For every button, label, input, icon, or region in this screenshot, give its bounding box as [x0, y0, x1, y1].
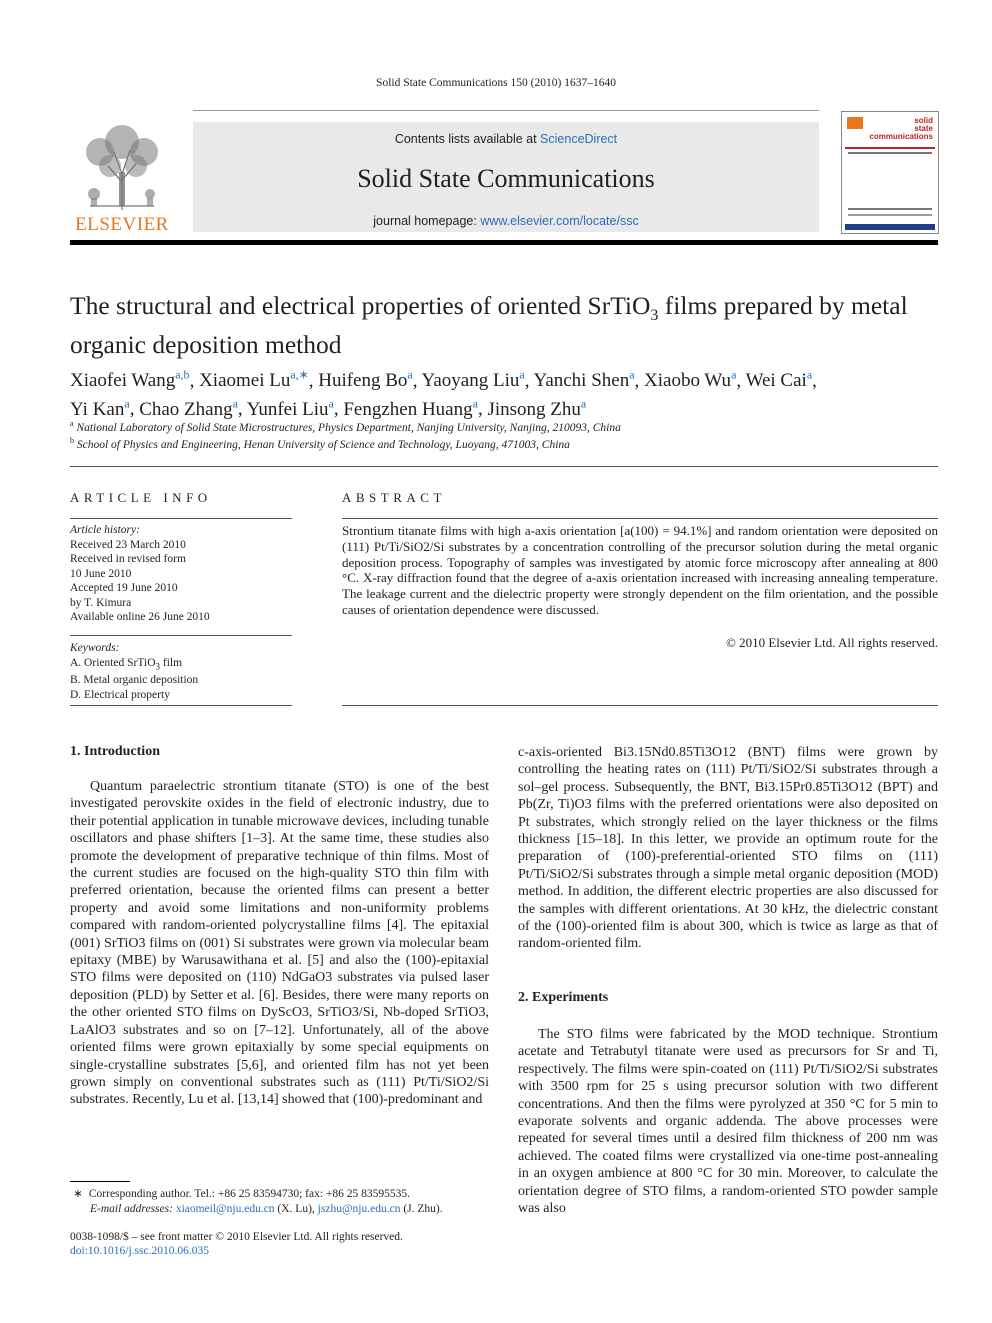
cover-footer-bar [845, 224, 935, 230]
elsevier-tree-icon [70, 122, 174, 212]
elsevier-logo[interactable] [70, 122, 174, 234]
masthead-bottom-rule [70, 240, 938, 245]
title-part-2: films prepared by metal organic deposition method [70, 291, 908, 360]
introduction-paragraph: Quantum paraelectric strontium titanate (STO) is one of the best investigated perovskite oxides in the field of electronic industry, due to their potential application in tunable microwave devices, including tunable oscillators and phase shifters [1–3]. At the same time, these studies also promote the development of preparative technique of thin films. Most of the current studies are focused on the high-quality STO thin film with preferred orientation, because the oriented films can present a better property and avoid some limitations and non-uniformity problems compared with random-oriented polycrystalline films [4]. The epitaxial (001) SrTiO3 films on (001) Si substrates were grown via molecular beam epitaxy (MBE) by Warusawithana et al. [5] and also the (100)-epitaxial STO films were deposited on (110) NdGaO3 substrates via pulsed laser deposition (PLD) by Setter et al. [6]. Besides, there were many reports on the other oriented STO films on DyScO3, SrTiO3/Si, Nb-doped SrTiO3, LaAlO3 substrates and so on [7–12]. Unfortunately, all of the above oriented films were grown epitaxially by some special equipments on single-crystalline substrates [5,6], and oriented film has not yet been grown simply on conventional substrates such as (111) Pt/Ti/SiO2/Si substrates. Recently, Lu et al. [13,14] showed that (100)-predominant and [70, 779, 489, 1108]
abstract-rule [342, 518, 938, 519]
journal-homepage-link[interactable]: www.elsevier.com/locate/ssc [480, 214, 639, 228]
author[interactable]: Chao Zhang$^a$ [139, 396, 238, 420]
issn-line: 0038-1098/$ – see front matter © 2010 Elsevier Ltd. All rights reserved. [70, 1231, 403, 1243]
cover-title [869, 117, 933, 141]
article-title [70, 291, 940, 359]
header-divider [70, 466, 938, 467]
corresponding-author-note [70, 1187, 410, 1202]
abstract-text: Strontium titanate films with high a-axis orientation [a(100) = 94.1%] and random orientation were deposited on (111) Pt/Ti/SiO2/Si substrates by a concentration controlling of the precursor solution during the metal organic deposition process. Topography of samples was investigated by atomic force microscopy after annealing at 800 °C. X-ray diffraction found that the degree of a-axis orientation increased with increasing annealing temperature. The leakage current and the dielectric property were strongly dependent on the film orientation, and the possible causes of orientation dependence were discussed. [342, 523, 938, 617]
elsevier-wordmark: ELSEVIER [75, 214, 169, 235]
cover-line-1: solid [914, 116, 933, 125]
cover-header [845, 115, 935, 149]
keyword: B. Metal organic deposition [70, 674, 199, 687]
article-info-heading: ARTICLE INFO [70, 490, 212, 505]
masthead-top-rule [193, 110, 819, 111]
affiliation: $^b$ School of Physics and Engineering, Henan University of Science and Technology, Luoyang, 471003, China [70, 436, 570, 451]
title-part-1: The structural and electrical properties of oriented SrTiO [70, 291, 651, 320]
author[interactable]: Yunfei Liu$^a$ [246, 396, 334, 420]
experiments-paragraph: The STO films were fabricated by the MOD technique. Strontium acetate and Tetrabutyl titanate were used as precursors for Sr and Ti, respectively. The films were spin-coated on (111) Pt/Ti/SiO2/Si substrates with 3500 rpm for 25 s using precursor solution with two different concentrations. And then the films were pyrolyzed at 350 °C for 5 min to evaporate solvents and organic addenda. The above processes were repeated for several times until a desired film thickness of 200 nm was achieved. The coated films were crystallized via one-time post-annealing in an oxygen ambience at 800 °C for 30 min. Moreover, to calculate the orientation degree of STO films, a random-oriented STO powder sample was also [518, 1027, 938, 1217]
email-link[interactable]: jszhu@nju.edu.cn [317, 1203, 401, 1215]
footnote-mark: ∗ [73, 1188, 83, 1200]
keywords [70, 641, 292, 702]
title-subscript: 3 [650, 307, 659, 325]
footnote-rule [70, 1181, 130, 1182]
abstract-copyright: © 2010 Elsevier Ltd. All rights reserved. [725, 635, 938, 650]
masthead-band [193, 122, 819, 232]
keyword: D. Electrical property [70, 688, 170, 701]
history-item: Received in revised form [70, 553, 186, 565]
homepage-line [193, 214, 819, 228]
author[interactable]: Yaoyang Liu$^a$ [421, 368, 525, 392]
history-label: Article history: [70, 524, 140, 536]
abstract-bottom-rule [342, 705, 938, 706]
author-list: Xiaofei Wang$^{a,b}$, Xiaomei $Lu^{a,∗}$, Huifeng Bo$^a$, Yaoyang Liu$^a$, Yanchi Shen$^a$, Xiaobo Wu$^a$, Wei Cai$^a$, Yi Kan$^a$, Chao Zhang$^a$, Yunfei Liu$^a$, Fengzhen Huang$^a$, Jinsong Zhu$^a$ [70, 368, 817, 420]
cover-line-2: state [914, 124, 933, 133]
keywords-label: Keywords: [70, 642, 120, 654]
introduction-heading: 1. Introduction [70, 744, 160, 759]
history-item: Accepted 19 June 2010 [70, 582, 178, 594]
homepage-prefix: journal homepage: [373, 214, 481, 228]
experiments-heading: 2. Experiments [518, 990, 609, 1005]
article-history [70, 523, 292, 625]
author[interactable]: Yanchi Shen$^a$ [533, 368, 635, 392]
cover-rule-2 [848, 208, 932, 210]
cover-rule-1 [848, 152, 932, 154]
keywords-rule [70, 635, 292, 636]
introduction-paragraph-cont: c-axis-oriented Bi3.15Nd0.85Ti3O12 (BNT) films were grown by controlling the heating rates on (111) Pt/Ti/SiO2/Si substrates through a sol–gel process. Subsequently, the BNT, Bi3.15Pr0.85Ti3O12 (BPT) and Pb(Zr, Ti)O3 films with the preferred orientations were also deposited on Pt substrates, which strongly relied on the layer thickness or the films thickness [15–18]. In this letter, we provide an optimum route for the preparation of (100)-preferential-oriented STO films on (111) Pt/Ti/SiO2/Si substrates through a simple metal organic deposition (MOD) method. In addition, the different electric properties are also discussed for the samples with different orientations. At 30 kHz, the dielectric constant of the (100)-oriented film is about 300, which is twice as large as that of random-oriented film. [518, 745, 938, 952]
abstract-heading: ABSTRACT [342, 490, 446, 505]
doi-link[interactable]: doi:10.1016/j.ssc.2010.06.035 [70, 1245, 209, 1257]
contents-prefix: Contents lists available at [394, 132, 541, 146]
affiliation: $^a$ National Laboratory of Solid State Microstructures, Physics Department, Nanjing University, Nanjing, 210093, China [70, 419, 621, 434]
author[interactable]: Xiaomei $Lu^{a,∗}$ [199, 368, 309, 392]
author[interactable]: Jinsong Zhu$^a$ [487, 396, 587, 420]
author[interactable]: Xiaobo Wu$^a$ [644, 368, 737, 392]
author[interactable]: Xiaofei Wang$^{a,b}$ [70, 368, 190, 392]
history-item: Received 23 March 2010 [70, 538, 186, 551]
keyword: A. Oriented SrTiO$_3$ film [70, 656, 183, 671]
email-label: E-mail addresses: [90, 1203, 173, 1215]
cover-line-3: communications [869, 132, 933, 141]
experiments-body [518, 1026, 938, 1217]
author[interactable]: Yi Kan$^a$ [70, 396, 130, 420]
journal-citation: Solid State Communications 150 (2010) 1637–1640 [376, 77, 616, 89]
cover-logo-mark [847, 117, 863, 129]
journal-cover-thumbnail[interactable] [841, 111, 939, 234]
history-item: 10 June 2010 [70, 567, 132, 580]
article-info-rule [70, 518, 292, 519]
introduction-body [70, 778, 489, 1109]
author[interactable]: Fengzhen Huang$^a$ [343, 396, 478, 420]
email-owner: (X. Lu), [274, 1203, 318, 1215]
corresponding-text: Corresponding author. Tel.: +86 25 83594730; fax: +86 25 83595535. [88, 1188, 411, 1200]
article-info-bottom-rule [70, 705, 292, 706]
email-owner: (J. Zhu). [400, 1203, 443, 1215]
email-link[interactable]: xiaomeil@nju.edu.cn [175, 1203, 275, 1215]
sciencedirect-link[interactable]: ScienceDirect [540, 132, 618, 146]
email-note [90, 1202, 443, 1217]
introduction-continued [518, 744, 938, 953]
contents-line [193, 132, 819, 146]
history-item: Available online 26 June 2010 [70, 611, 210, 623]
author[interactable]: Wei Cai$^a$ [745, 368, 813, 392]
journal-masthead [70, 110, 938, 242]
journal-title: Solid State Communications [357, 164, 655, 193]
history-item: by T. Kimura [70, 596, 132, 609]
cover-rule-3 [848, 214, 932, 216]
author[interactable]: Huifeng Bo$^a$ [318, 368, 413, 392]
